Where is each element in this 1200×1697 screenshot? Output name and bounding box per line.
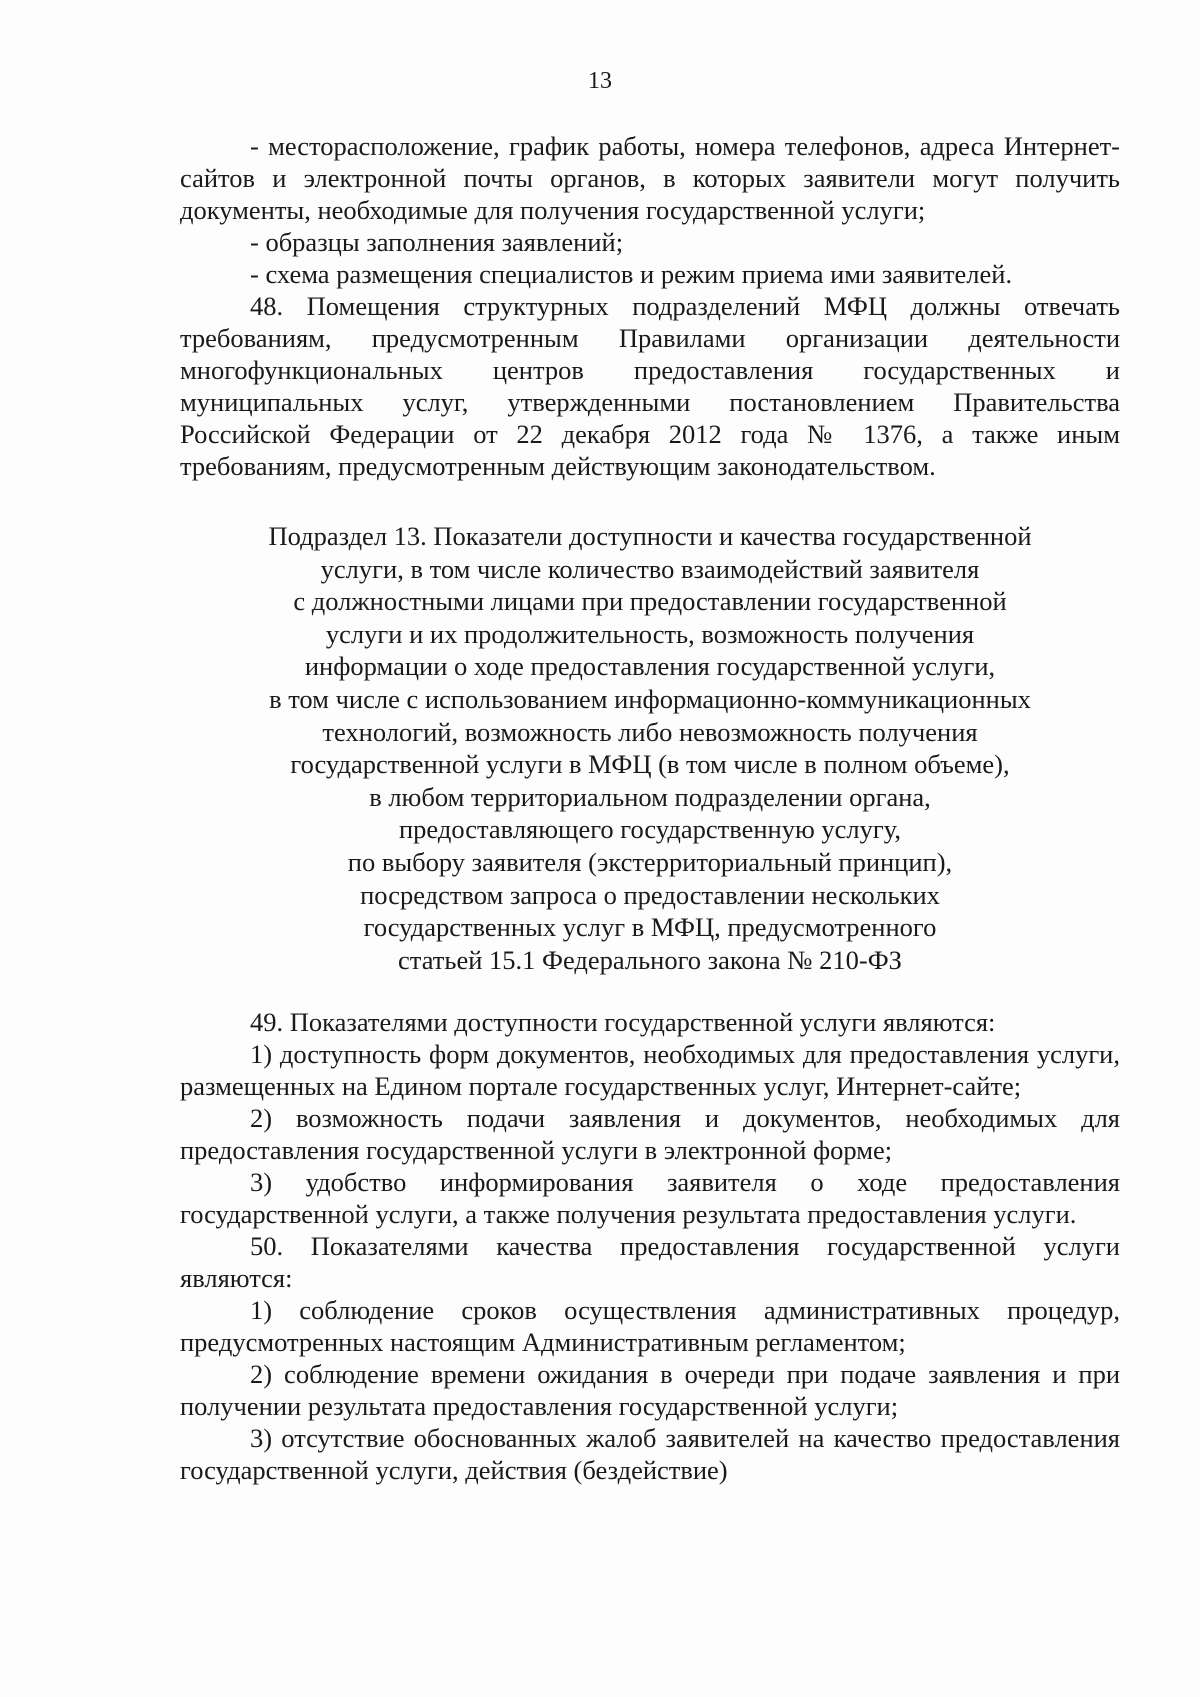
heading-line: в том числе с использованием информационно-коммуникационных (269, 683, 1031, 714)
paragraph-location-info: - месторасположение, график работы, номера телефонов, адреса Интернет-сайтов и электронной почты органов, в которых заявители могут получить документы, необходимые для получения государственной услуги; (180, 131, 1120, 225)
paragraph-specialists-scheme: - схема размещения специалистов и режим приема ими заявителей. (250, 259, 1013, 289)
section-heading (180, 520, 1120, 976)
heading-line: посредством запроса о предоставлении нескольких (360, 879, 940, 910)
bottom-text-block (180, 1006, 1120, 1486)
heading-line: услуги и их продолжительность, возможность получения (325, 618, 975, 649)
heading-line: государственной услуги в МФЦ (в том числе в полном объеме), (290, 749, 1010, 780)
heading-line: по выбору заявителя (экстерриториальный принцип), (347, 846, 953, 877)
heading-line: Подраздел 13. Показатели доступности и качества государственной (268, 521, 1032, 551)
heading-line: услуги, в том числе количество взаимодействий заявителя (320, 553, 980, 584)
paragraph-50-item-2: 2) соблюдение времени ожидания в очереди при подаче заявления и при получении результата предоставления государственной услуги; (180, 1359, 1120, 1421)
paragraph-49: 49. Показателями доступности государственной услуги являются: (250, 1007, 996, 1037)
paragraph-49-item-1: 1) доступность форм документов, необходимых для предоставления услуги, размещенных на Едином портале государственных услуг, Интернет-сайте; (180, 1039, 1120, 1101)
paragraph-50-item-1: 1) соблюдение сроков осуществления административных процедур, предусмотренных настоящим Административным регламентом; (180, 1295, 1120, 1357)
heading-line: информации о ходе предоставления государственной услуги, (304, 651, 996, 682)
top-text-block (180, 130, 1120, 482)
paragraph-50-item-3: 3) отсутствие обоснованных жалоб заявителей на качество предоставления государственной услуги, действия (бездействие) (180, 1423, 1120, 1485)
paragraph-49-item-2: 2) возможность подачи заявления и документов, необходимых для предоставления государственной услуги в электронной форме; (180, 1103, 1120, 1165)
paragraph-sample-forms: - образцы заполнения заявлений; (250, 227, 624, 257)
paragraph-49-item-3: 3) удобство информирования заявителя о ходе предоставления государственной услуги, а также получения результата предоставления услуги. (180, 1167, 1120, 1229)
heading-line: в любом территориальном подразделении органа, (369, 781, 931, 812)
page-number: 13 (588, 68, 612, 94)
heading-line: технологий, возможность либо невозможность получения (322, 716, 978, 747)
paragraph-48: 48. Помещения структурных подразделений МФЦ должны отвечать требованиям, предусмотренным Правилами организации деятельности многофункциональных центров предоставления государственных и муниципальных услуг, утвержденными постановлением Правительства Российской Федерации от 22 декабря 2012 года № 1376, а также иным требованиям, предусмотренным действующим законодательством. (180, 291, 1120, 481)
paragraph-50: 50. Показателями качества предоставления государственной услуги являются: (180, 1231, 1120, 1293)
heading-line: статьей 15.1 Федерального закона № 210-ФЗ (398, 944, 902, 975)
heading-line: предоставляющего государственную услугу, (399, 814, 901, 845)
heading-line: государственных услуг в МФЦ, предусмотренного (363, 912, 937, 943)
heading-line: с должностными лицами при предоставлении государственной (293, 586, 1007, 617)
